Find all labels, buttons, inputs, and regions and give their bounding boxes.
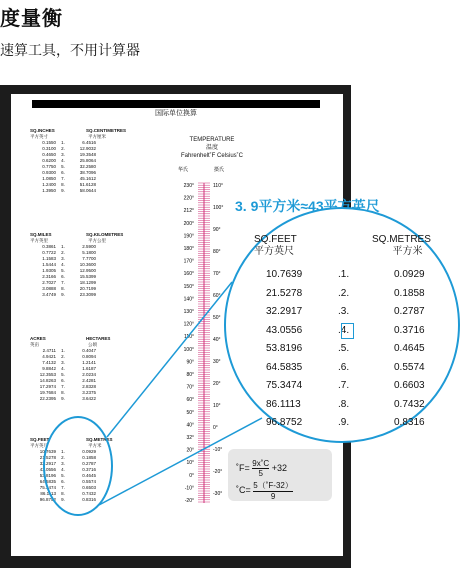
fahrenheit-tick: 220°: [183, 195, 194, 202]
f-label: 华氏: [178, 167, 189, 173]
table-row: 0.6200 4. 25.8064: [42, 158, 96, 163]
table-row: 3.4749 9. 23.3099: [42, 292, 96, 297]
conversion-table: SQ.INCHES SQ.CENTIMETRES 平方英寸 平方厘米 0.1550 1. 6.4516 0.3100 2. 12.9032 0.4650 3. 19.3548 0.6200 4. 25.8064 0.7750 5. 32.2580 0.9300 6. 38.7096 1.0850 7. 45.1612 1.2400 8. 51.6128 1.3950 9. 58.0644: [30, 128, 127, 193]
fahrenheit-tick: 170°: [183, 258, 194, 265]
celsius-tick: 100°: [213, 205, 224, 211]
callout-text: 3. 9平方米≈43平方英尺: [235, 198, 380, 214]
table-row: 0.4650 3. 19.3548: [42, 152, 96, 157]
table-row: 4.9421 2. 0.8094: [42, 354, 96, 359]
zoom-left-head: SQ.FEET 平方英尺: [254, 234, 297, 257]
page-subtitle: 速算工具，不用计算器: [0, 42, 140, 58]
temperature-formulas: [228, 449, 332, 501]
fahrenheit-formula: ˚F= $\frac{9x˚C}{5}$ +32: [236, 459, 287, 478]
fahrenheit-tick: 32°: [186, 435, 194, 441]
table-row: 22.2395 9. 3.6422: [39, 396, 96, 401]
table-row: 1.1583 3. 7.7700: [42, 256, 96, 261]
table-row: 1.3950 9. 58.0644: [42, 188, 96, 193]
table-row: 1.0850 7. 45.1612: [42, 176, 96, 181]
table-row: 32.2917 3. 0.2787: [39, 461, 96, 466]
zoom-right-head: SQ.METRES 平方米: [372, 234, 431, 257]
celsius-tick: 110°: [213, 183, 223, 189]
celsius-tick: -20°: [213, 469, 223, 475]
magnified-table: SQ.FEET 平方英尺 SQ.METRES 平方米 10.7639 .1. 0.0929 21.5278 .2. 0.1858 32.2917 .3. 0.2787 43.0556 .4. 0.3716 53.8196 .5. 0.4645 64.5835 .6. 0.5574 75.3474 .7. 0.6603 86.1113 .8. 0.7432 96.8752 .9. 0.8316: [224, 207, 460, 443]
table-row: 0.9300 6. 38.7096: [42, 170, 96, 175]
conversion-table: SQ.MILES SQ.KILOMETRES 平方英里 平方公里 0.3861 1. 2.5900 0.7722 2. 5.1800 1.1583 3. 7.7700 1.5444 4. 10.3600 1.9305 5. 12.9500 2.3166 6. 15.5399 2.7027 7. 18.1299 3.0888 8. 20.7199 3.4749 9. 23.3099: [30, 232, 124, 297]
celsius-tick: 70°: [213, 271, 221, 277]
celsius-formula: ˚C= $\frac{5(˚F-32)}{9}$: [236, 481, 293, 501]
c-label: 摄氏: [214, 167, 225, 173]
fahrenheit-tick: 212°: [183, 208, 194, 215]
fahrenheit-tick: 130°: [183, 309, 194, 315]
celsius-tick: -30°: [213, 491, 223, 497]
table-row: 1.2400 8. 51.6128: [42, 182, 96, 187]
table-row: 12.3553 5. 2.0234: [39, 372, 96, 377]
fahrenheit-tick: 90°: [186, 359, 194, 366]
table-row: 1.5444 4. 10.3600: [42, 262, 96, 267]
fahrenheit-tick: 160°: [183, 271, 194, 278]
table-row: 2.4711 1. 0.4047: [42, 348, 96, 353]
celsius-tick: 0°: [213, 425, 218, 431]
table-row: 86.1113 8. 0.7432: [40, 491, 96, 496]
table-row: 19.7684 8. 3.2375: [39, 390, 96, 395]
table-row: 17.2974 7. 2.8328: [39, 384, 96, 389]
celsius-tick: 80°: [213, 249, 221, 255]
page-title: 度量衡: [0, 8, 63, 30]
temperature-units: Fahrenhelt˚F Celsius˚C: [180, 153, 244, 159]
table-row: 64.5835 6. 0.5574: [39, 479, 96, 484]
table-row: 0.7750 5. 32.2580: [42, 164, 96, 169]
celsius-tick: 50°: [213, 315, 221, 321]
fahrenheit-tick: -20°: [184, 498, 194, 504]
table-row: 2.7027 7. 18.1299: [42, 280, 96, 285]
fahrenheit-tick: 190°: [183, 233, 194, 240]
celsius-tick: 10°: [213, 403, 221, 409]
table-row: 43.0556 4. 0.3716: [39, 467, 96, 472]
table-row: 21.5278 2. 0.1858: [39, 455, 96, 460]
fahrenheit-tick: 10°: [186, 460, 194, 467]
temperature-title: TEMPERATURE: [189, 137, 235, 143]
fahrenheit-tick: 150°: [183, 283, 194, 290]
table-row: 9.8842 4. 1.6187: [42, 366, 96, 371]
fahrenheit-tick: 140°: [183, 296, 194, 303]
fahrenheit-tick: 80°: [186, 372, 194, 378]
table-row: 3.0888 8. 20.7199: [42, 286, 96, 291]
conversion-table: ACRES HECTARES 英亩 公顷 2.4711 1. 0.4047 4.9421 2. 0.8094 7.4132 3. 1.2141 9.8842 4. 1.6187 12.3553 5. 2.0234 14.8263 6. 2.4281 17.2974 7. 2.8328 19.7684 8. 3.2375 22.2395 9. 3.6422: [30, 336, 111, 401]
fahrenheit-tick: 60°: [186, 397, 194, 404]
table-row: 75.3474 7. 0.6503: [39, 485, 96, 490]
table-row: 1.9305 5. 12.9500: [42, 268, 96, 273]
table-row: 0.1550 1. 6.4516: [42, 140, 96, 145]
fahrenheit-tick: 100°: [183, 346, 194, 353]
fahrenheit-tick: 50°: [186, 409, 194, 416]
table-row: 96.8752 9. 0.8316: [39, 497, 96, 502]
fahrenheit-tick: 180°: [183, 246, 194, 252]
fahrenheit-tick: 0°: [189, 472, 194, 479]
table-row: 14.8263 6. 2.4281: [39, 378, 96, 383]
fahrenheit-tick: 200°: [183, 220, 194, 227]
table-row: 10.7639 1. 0.0929: [39, 449, 96, 454]
table-row: 0.7722 2. 5.1800: [42, 250, 96, 255]
temperature-sub: 温度: [205, 145, 218, 151]
fahrenheit-tick: 40°: [186, 422, 194, 429]
table-row: 2.3166 6. 15.5399: [42, 274, 96, 279]
celsius-tick: 40°: [213, 337, 221, 343]
fahrenheit-tick: 110°: [184, 334, 194, 341]
table-row: 0.3861 1. 2.5900: [42, 244, 96, 249]
fahrenheit-tick: 70°: [186, 384, 194, 391]
fahrenheit-tick: 20°: [186, 447, 194, 454]
celsius-tick: 30°: [213, 359, 221, 365]
fahrenheit-tick: 230°: [183, 183, 194, 189]
table-row: 7.4132 3. 1.2141: [42, 360, 96, 365]
celsius-tick: 60°: [213, 293, 221, 299]
fahrenheit-tick: 120°: [183, 321, 194, 328]
celsius-tick: 90°: [213, 227, 221, 233]
celsius-tick: -10°: [213, 447, 223, 453]
highlight-box: [341, 323, 354, 339]
table-row: 53.8196 5. 0.4645: [39, 473, 96, 478]
celsius-tick: 20°: [213, 381, 221, 387]
table-row: 0.3100 2. 12.9032: [42, 146, 96, 151]
conversion-table: SQ.FEET SQ.METRES 平方英尺 平方米 10.7639 1. 0.0929 21.5278 2. 0.1858 32.2917 3. 0.2787 43.0556 4. 0.3716 53.8196 5. 0.4645 64.5835 6. 0.5574 75.3474 7. 0.6503 86.1113 8. 0.7432 96.8752 9. 0.8316: [30, 437, 113, 502]
fahrenheit-tick: -10°: [184, 485, 194, 492]
sheet-title: 国际单位换算: [155, 110, 197, 117]
